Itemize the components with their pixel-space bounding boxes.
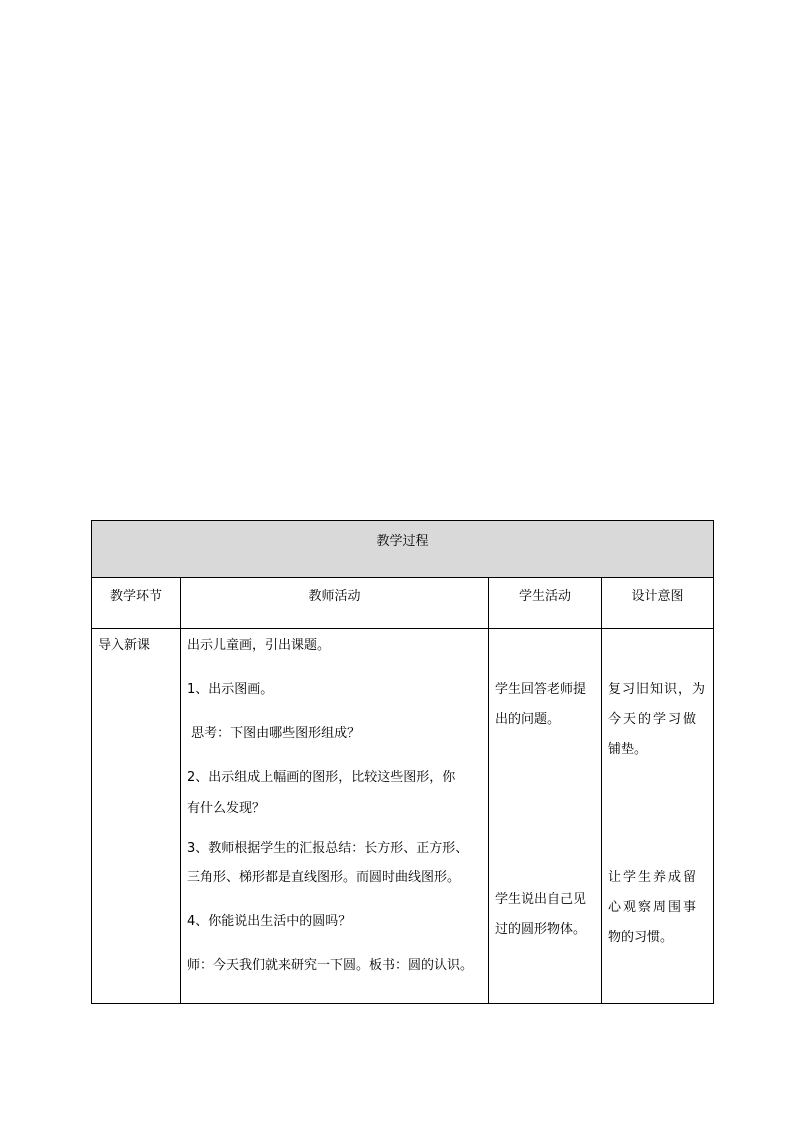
- teacher-line-5a: 3、教师根据学生的汇报总结：长方形、正方形、: [187, 841, 469, 856]
- lesson-process-table: [91, 520, 714, 1004]
- header-design-intent: 设计意图: [602, 578, 714, 629]
- cell-stage: [92, 629, 181, 1004]
- table-title: 教学过程: [92, 521, 714, 578]
- cell-design-intent: [602, 629, 714, 1004]
- teacher-line-4b: 有什么发现？: [187, 801, 266, 816]
- intent-line-2a: 让学生养成留: [608, 870, 699, 885]
- teacher-line-5b: 三角形、梯形都是直线图形。而圆时曲线图形。: [187, 870, 461, 885]
- table-title-row: [92, 521, 714, 578]
- intent-line-1b: 今天的学习做: [608, 712, 699, 727]
- student-line-2b: 过的圆形物体。: [495, 922, 587, 937]
- cell-teacher-activity: [181, 629, 489, 1004]
- teacher-line-6: 4、你能说出生活中的圆吗？: [187, 914, 352, 929]
- header-student-activity: 学生活动: [489, 578, 602, 629]
- intent-line-2b: 心观察周围事: [608, 900, 699, 915]
- header-stage: 教学环节: [92, 578, 181, 629]
- header-teacher-activity: 教师活动: [181, 578, 489, 629]
- intent-line-2c: 物的习惯。: [608, 930, 674, 945]
- teacher-line-7: 师：今天我们就来研究一下圆。板书：圆的认识。: [187, 958, 474, 973]
- teacher-line-1: 出示儿童画，引出课题。: [187, 638, 331, 653]
- stage-label: 导入新课: [98, 638, 151, 653]
- teacher-line-4a: 2、出示组成上幅画的图形，比较这些图形，你: [187, 770, 456, 785]
- table-header-row: [92, 578, 714, 629]
- intent-line-1c: 铺垫。: [608, 742, 648, 757]
- student-line-1a: 学生回答老师提: [495, 682, 587, 697]
- cell-student-activity: [489, 629, 602, 1004]
- teacher-line-3: 思考：下图由哪些图形组成？: [187, 726, 361, 741]
- teacher-line-2: 1、出示图画。: [187, 682, 274, 697]
- intent-line-1a: 复习旧知识，为: [608, 682, 707, 697]
- student-line-2a: 学生说出自己见: [495, 892, 587, 907]
- student-line-1b: 出的问题。: [495, 712, 561, 727]
- table-row: [92, 629, 714, 1004]
